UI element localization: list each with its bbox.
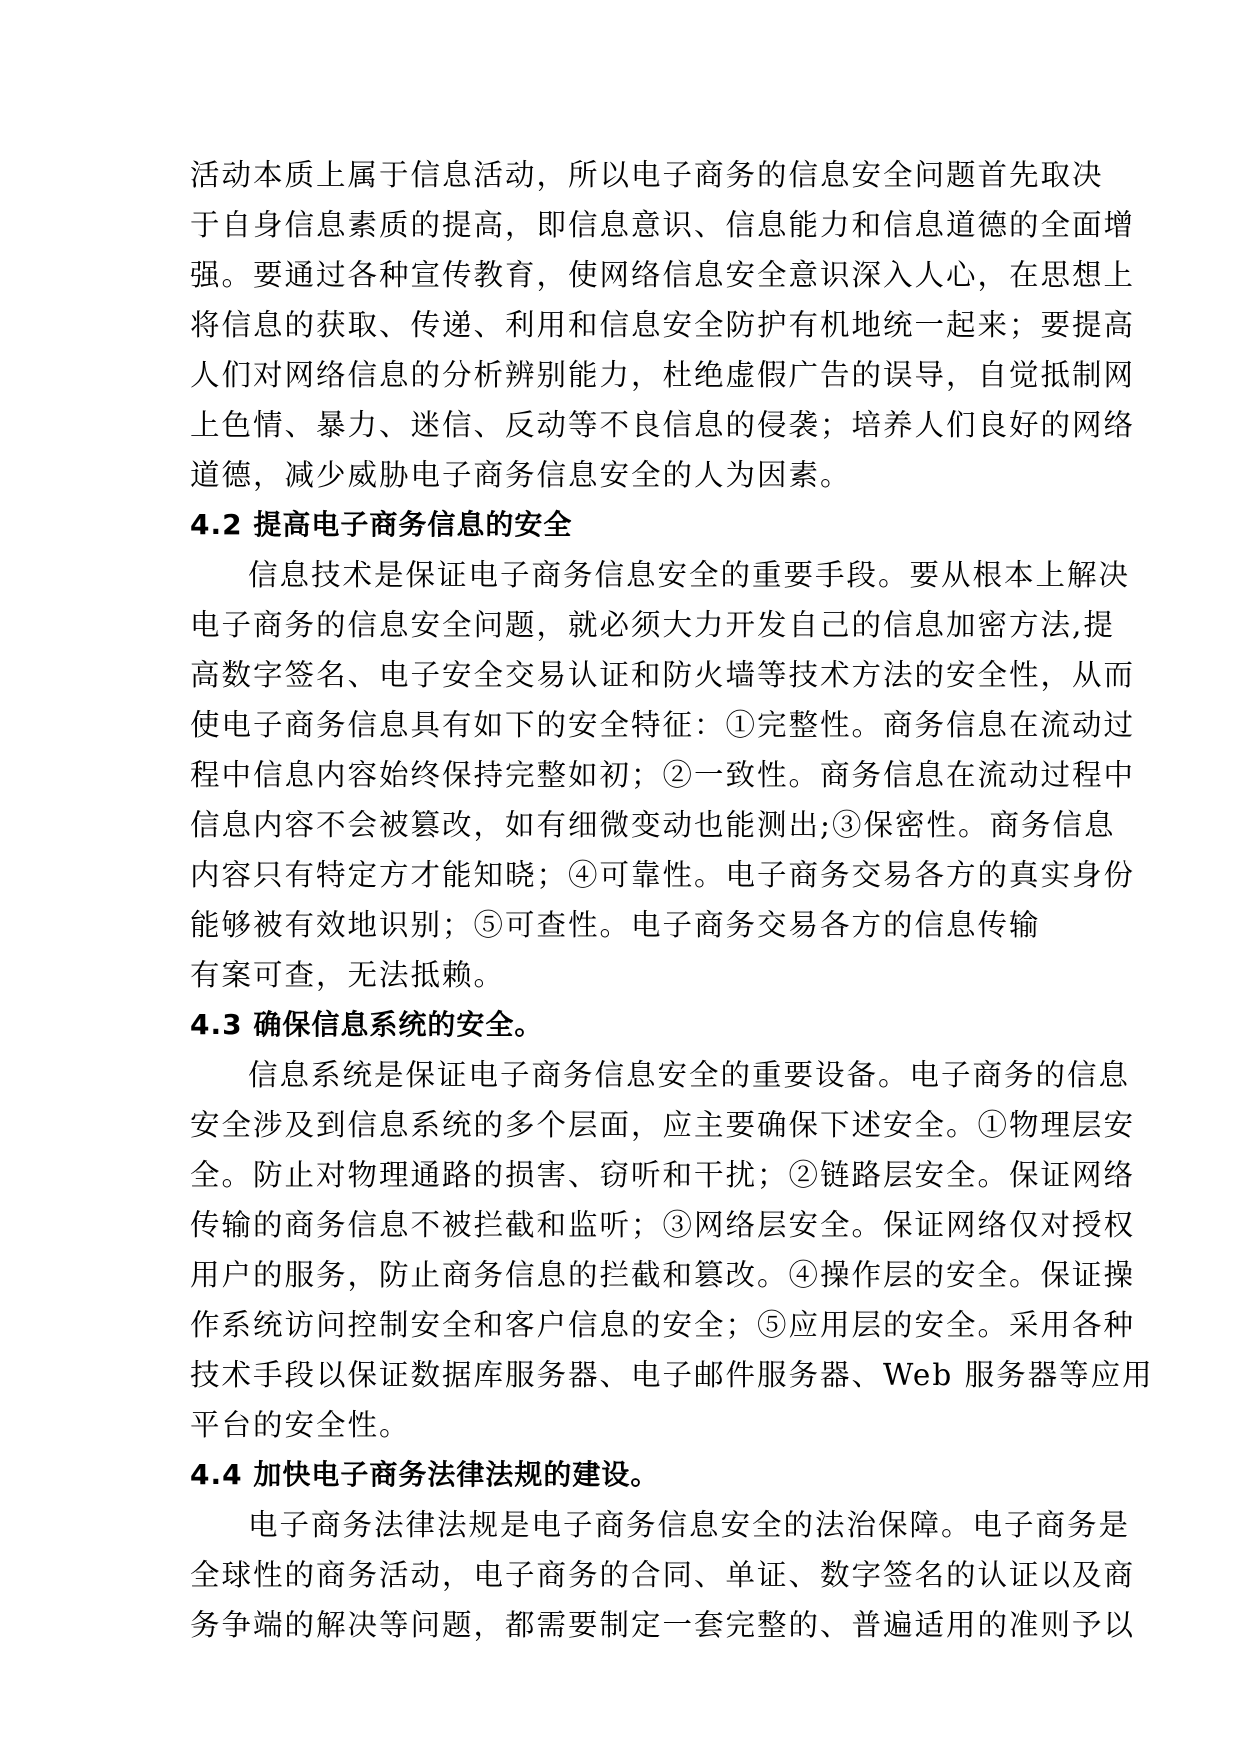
text-line: 有案可查，无法抵赖。 [190,958,506,992]
text-line: 传输的商务信息不被拦截和监听；③网络层安全。保证网络仅对授权 [190,1208,1136,1242]
text-line: 道德，减少威胁电子商务信息安全的人为因素。 [190,458,852,492]
text-line: 上色情、暴力、迷信、反动等不良信息的侵袭；培养人们良好的网络 [190,408,1136,442]
text-line: 人们对网络信息的分析辨别能力，杜绝虚假广告的误导，自觉抵制网 [190,358,1136,392]
text-line: 信息内容不会被篡改，如有细微变动也能测出;③保密性。商务信息 [190,808,1116,842]
section-heading-4-3: 4.3 确保信息系统的安全。 [190,1008,544,1041]
text-line: 强。要通过各种宣传教育，使网络信息安全意识深入人心，在思想上 [190,258,1136,292]
text-line: 安全涉及到信息系统的多个层面，应主要确保下述安全。①物理层安 [190,1108,1136,1142]
paragraph-section-4-4 [190,1500,1136,1650]
paragraph-section-4-3 [190,1050,1154,1450]
text-line: 务争端的解决等问题，都需要制定一套完整的、普遍适用的准则予以 [190,1608,1136,1642]
text-line: 技术手段以保证数据库服务器、电子邮件服务器、Web 服务器等应用 [190,1358,1154,1392]
text-line: 于自身信息素质的提高，即信息意识、信息能力和信息道德的全面增 [190,208,1136,242]
document-page [190,150,1154,1650]
text-line: 使电子商务信息具有如下的安全特征：①完整性。商务信息在流动过 [190,708,1136,742]
section-heading-4-2: 4.2 提高电子商务信息的安全 [190,508,573,541]
text-line: 信息系统是保证电子商务信息安全的重要设备。电子商务的信息 [248,1058,1131,1092]
text-line: 用户的服务，防止商务信息的拦截和篡改。④操作层的安全。保证操 [190,1258,1136,1292]
text-line: 信息技术是保证电子商务信息安全的重要手段。要从根本上解决 [248,558,1131,592]
paragraph-intro-continuation [190,150,1136,500]
text-line: 高数字签名、电子安全交易认证和防火墙等技术方法的安全性，从而 [190,658,1136,692]
text-line: 作系统访问控制安全和客户信息的安全；⑤应用层的安全。采用各种 [190,1308,1136,1342]
text-line: 全球性的商务活动，电子商务的合同、单证、数字签名的认证以及商 [190,1558,1136,1592]
text-line: 电子商务法律法规是电子商务信息安全的法治保障。电子商务是 [248,1508,1131,1542]
paragraph-section-4-2 [190,550,1136,1000]
text-line: 平台的安全性。 [190,1408,411,1442]
text-line: 全。防止对物理通路的损害、窃听和干扰；②链路层安全。保证网络 [190,1158,1136,1192]
section-heading-4-4: 4.4 加快电子商务法律法规的建设。 [190,1458,660,1491]
text-line: 活动本质上属于信息活动，所以电子商务的信息安全问题首先取决 [190,158,1104,192]
text-line: 内容只有特定方才能知晓；④可靠性。电子商务交易各方的真实身份 [190,858,1136,892]
text-line: 电子商务的信息安全问题，就必须大力开发自己的信息加密方法,提 [190,608,1115,642]
text-line: 能够被有效地识别；⑤可查性。电子商务交易各方的信息传输 [190,908,1041,942]
text-line: 程中信息内容始终保持完整如初；②一致性。商务信息在流动过程中 [190,758,1136,792]
text-line: 将信息的获取、传递、利用和信息安全防护有机地统一起来；要提高 [190,308,1136,342]
